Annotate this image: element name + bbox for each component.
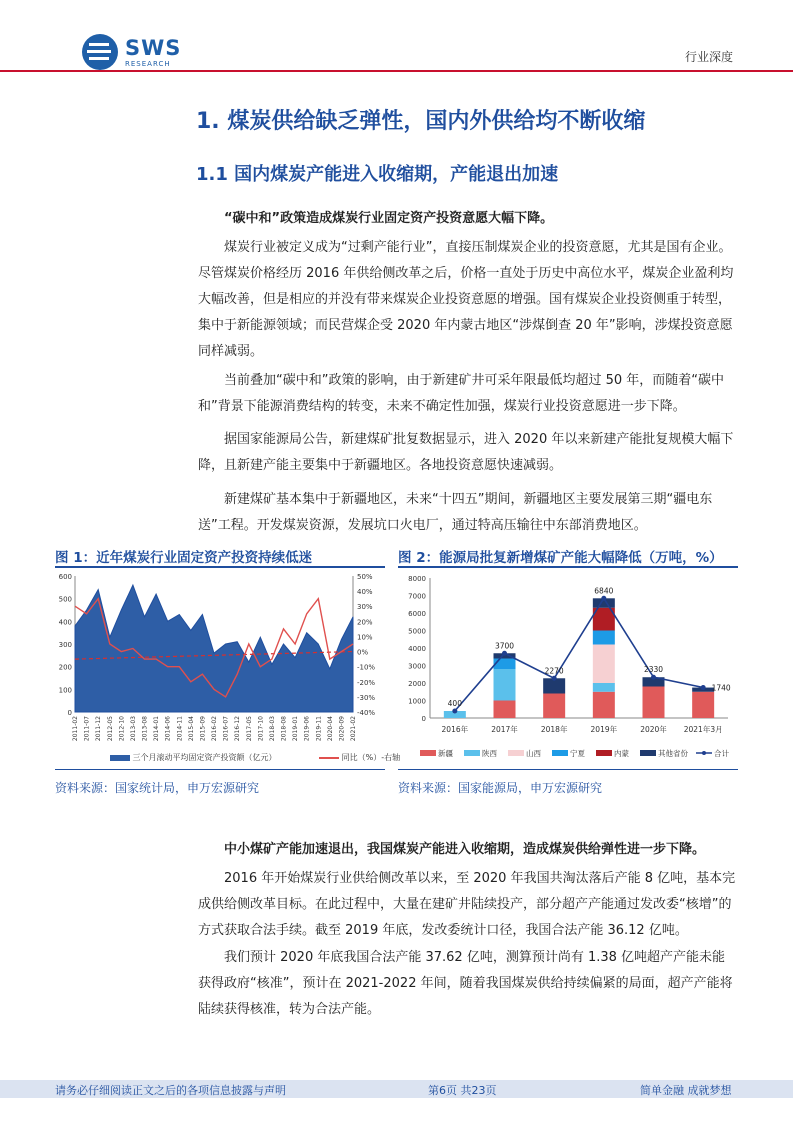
footer-disclaimer: 请务必仔细阅读正文之后的各项信息披露与声明 <box>55 1084 286 1097</box>
x-tick-label: 2021年3月 <box>683 725 723 734</box>
total-point <box>502 651 507 656</box>
figure-1-title: 图 1：近年煤炭行业固定资产投资持续低迷 <box>55 550 313 566</box>
x-tick-label: 2014-11 <box>176 716 184 742</box>
y-right-tick-label: 50% <box>357 573 373 581</box>
bar-segment <box>593 631 615 645</box>
bar-segment <box>494 701 516 719</box>
x-tick-label: 2018年 <box>540 725 568 734</box>
legend-label: 陕西 <box>482 749 497 758</box>
paragraph-3: 据国家能源局公告，新建煤矿批复数据显示，进入 2020 年以来新建产能批复规模大幅下降，且新建产能主要集中于新疆地区。各地投资意愿快速减弱。 <box>198 432 734 473</box>
y-right-tick-label: -30% <box>357 693 376 702</box>
x-tick-label: 2012-10 <box>118 716 126 742</box>
x-tick-label: 2020-04 <box>326 716 334 742</box>
y-tick-label: 7000 <box>408 592 426 601</box>
x-tick-label: 2013-03 <box>129 716 137 742</box>
capacity-approval-chart <box>398 570 738 770</box>
legend-swatch-dot <box>702 751 706 755</box>
x-tick-label: 2020-09 <box>338 716 346 742</box>
legend-label: 内蒙 <box>614 749 629 758</box>
y-tick-label: 6000 <box>408 610 426 618</box>
legend-line-label: 同比（%）-右轴 <box>341 753 401 762</box>
bar-segment <box>593 692 615 718</box>
x-tick-label: 2012-05 <box>106 716 114 742</box>
bar-segment <box>593 645 615 684</box>
footer-slogan: 简单金融 成就梦想 <box>640 1084 732 1097</box>
x-tick-label: 2018-08 <box>280 716 288 742</box>
report-type-tag: 行业深度 <box>684 50 733 64</box>
paragraph-6: 我们预计 2020 年底我国合法产能 37.62 亿吨，测算预计尚有 1.38 亿吨超产产能未能获得政府“核准”，预计在 2021-2022 年间，随着我国煤炭供给持续偏紧的局面，超产产能将陆续获得核准，转为合法产能。 <box>198 950 733 1017</box>
y-right-tick-label: 20% <box>357 618 373 627</box>
total-data-label: 6840 <box>594 586 614 596</box>
y-tick-label: 2000 <box>408 680 426 688</box>
x-tick-label: 2011-02 <box>72 716 79 742</box>
x-tick-label: 2016-12 <box>234 716 242 742</box>
figure-1-source: 资料来源：国家统计局，申万宏源研究 <box>55 781 260 795</box>
total-data-label: 400 <box>447 699 462 708</box>
x-tick-label: 2014-01 <box>153 716 161 742</box>
legend-area-label: 三个月滚动平均固定资产投资额（亿元） <box>132 753 277 762</box>
logo-icon <box>82 34 118 70</box>
x-tick-label: 2017-10 <box>257 716 265 742</box>
total-data-label: 3700 <box>494 641 515 651</box>
y-right-tick-label: -40% <box>357 709 376 717</box>
x-tick-label: 2015-04 <box>187 716 195 742</box>
total-point <box>701 685 706 690</box>
x-tick-label: 2019年 <box>590 725 618 734</box>
legend-swatch <box>464 750 480 756</box>
x-tick-label: 2020年 <box>640 725 667 734</box>
bar-segment <box>593 683 615 692</box>
y-left-tick-label: 100 <box>58 686 72 695</box>
y-tick-label: 5000 <box>408 627 426 636</box>
y-tick-label: 1000 <box>408 697 426 706</box>
bar-segment <box>543 694 565 719</box>
legend-label: 其他省份 <box>658 749 688 758</box>
figure-1-rule <box>55 566 385 568</box>
legend-swatch <box>640 750 656 756</box>
x-tick-label: 2015-09 <box>199 716 207 742</box>
total-line-series <box>455 598 703 711</box>
x-tick-label: 2016-02 <box>211 716 218 742</box>
legend-swatch <box>508 750 524 756</box>
total-data-label: 2330 <box>643 665 664 675</box>
figure-2-title: 图 2：能源局批复新增煤矿产能大幅降低（万吨，%） <box>398 550 723 566</box>
x-tick-label: 2018-03 <box>268 716 276 742</box>
total-point <box>651 675 656 680</box>
bar-segment <box>494 659 516 670</box>
bar-segment <box>494 669 516 701</box>
x-tick-label: 2011-07 <box>83 716 91 742</box>
y-left-tick-label: 600 <box>58 573 72 581</box>
bar-segment <box>643 687 665 719</box>
x-tick-label: 2017-05 <box>245 716 253 742</box>
x-tick-label: 2017年 <box>491 725 518 734</box>
paragraph-1: 煤炭行业被定义成为“过剩产能行业”，直接压制煤炭企业的投资意愿，尤其是国有企业。尽管煤炭价格经历 2016 年供给侧改革之后，价格一直处于历史中高位水平，煤炭企业盈利均大幅改善，但是相应的并没有带来煤炭企业投资意愿的增强。国有煤炭企业投资侧重于转型，集中于新能源领域；而民营煤企受 2020 年内蒙古地区“涉煤倒查 20 年”影响，涉煤投资意愿同样减弱。 <box>198 240 734 359</box>
y-left-tick-label: 400 <box>58 618 72 627</box>
lead-sentence-1: “碳中和”政策造成煤炭行业固定资产投资意愿大幅下降。 <box>224 211 554 226</box>
subsection-heading: 1.1 国内煤炭产能进入收缩期，产能退出加速 <box>196 164 559 185</box>
y-left-tick-label: 500 <box>58 595 72 604</box>
y-tick-label: 0 <box>421 715 426 723</box>
legend-label: 山西 <box>526 749 541 758</box>
x-tick-label: 2016-07 <box>222 716 230 742</box>
legend-swatch <box>420 750 436 756</box>
y-left-tick-label: 0 <box>67 709 72 717</box>
logo-text: SWS <box>125 36 182 60</box>
legend-label: 宁夏 <box>570 749 585 758</box>
figure-1-bottom-rule <box>55 769 385 770</box>
figure-2-source: 资料来源：国家能源局，申万宏源研究 <box>398 781 603 795</box>
x-tick-label: 2011-12 <box>95 716 103 742</box>
total-point <box>552 676 557 681</box>
x-tick-label: 2019-06 <box>303 716 311 742</box>
total-data-label: 1740 <box>711 683 731 693</box>
section-heading: 1. 煤炭供给缺乏弹性，国内外供给均不断收缩 <box>196 109 646 134</box>
x-tick-label: 2019-01 <box>292 716 300 742</box>
paragraph-4: 新建煤矿基本集中于新疆地区，未来“十四五”期间，新疆地区主要发展第三期“疆电东送”工程。开发煤炭资源，发展坑口火电厂，通过特高压输往中东部消费地区。 <box>198 492 713 533</box>
legend-label: 新疆 <box>438 749 453 758</box>
y-right-tick-label: -10% <box>357 663 376 672</box>
lead-sentence-2: 中小煤矿产能加速退出，我国煤炭产能进入收缩期，造成煤炭供给弹性进一步下降。 <box>224 842 706 857</box>
y-left-tick-label: 300 <box>58 641 72 649</box>
legend-label: 合计 <box>714 749 729 758</box>
y-tick-label: 3000 <box>408 662 426 671</box>
figure-1-legend <box>110 752 400 763</box>
page-number: 第6页 共23页 <box>428 1084 497 1097</box>
y-right-tick-label: 40% <box>357 588 373 597</box>
total-data-label: 2270 <box>544 666 564 676</box>
legend-area-swatch <box>110 755 130 761</box>
y-right-tick-label: 30% <box>357 603 373 612</box>
paragraph-5: 2016 年开始煤炭行业供给侧改革以来，至 2020 年我国共淘汰落后产能 8 亿吨，基本完成供给侧改革目标。在此过程中，大量在建矿井陆续投产，部分超产产能通过发改委“核增”的方式获取合法手续。截至 2019 年底，发改委统计口径，我国合法产能 36.12 亿吨。 <box>198 871 736 938</box>
x-tick-label: 2016年 <box>441 725 469 734</box>
legend-line-swatch <box>319 757 339 759</box>
x-tick-label: 2013-08 <box>141 716 149 742</box>
paragraph-2: 当前叠加“碳中和”政策的影响，由于新建矿井可采年限最低均超过 50 年，而随着“碳中和”背景下能源消费结构的转变，未来不确定性加强，煤炭行业投资意愿进一步下降。 <box>198 373 725 414</box>
x-tick-label: 2014-06 <box>164 716 172 742</box>
y-right-tick-label: -20% <box>357 678 376 687</box>
total-point <box>452 709 457 714</box>
investment-chart <box>55 570 385 770</box>
x-tick-label: 2019-11 <box>315 716 323 742</box>
y-left-tick-label: 200 <box>58 663 72 672</box>
x-tick-label: 2021-02 <box>350 716 357 742</box>
y-right-tick-label: 10% <box>357 633 373 642</box>
legend-swatch <box>552 750 568 756</box>
y-tick-label: 8000 <box>408 575 426 583</box>
bar-segment <box>692 692 714 718</box>
figure-2-bottom-rule <box>398 769 738 770</box>
logo-subtext: RESEARCH <box>125 60 171 68</box>
y-tick-label: 4000 <box>408 645 426 653</box>
header-divider <box>0 70 793 72</box>
figure-2-rule <box>398 566 738 568</box>
total-point <box>601 596 606 601</box>
legend-swatch <box>596 750 612 756</box>
y-right-tick-label: 0% <box>357 648 369 657</box>
